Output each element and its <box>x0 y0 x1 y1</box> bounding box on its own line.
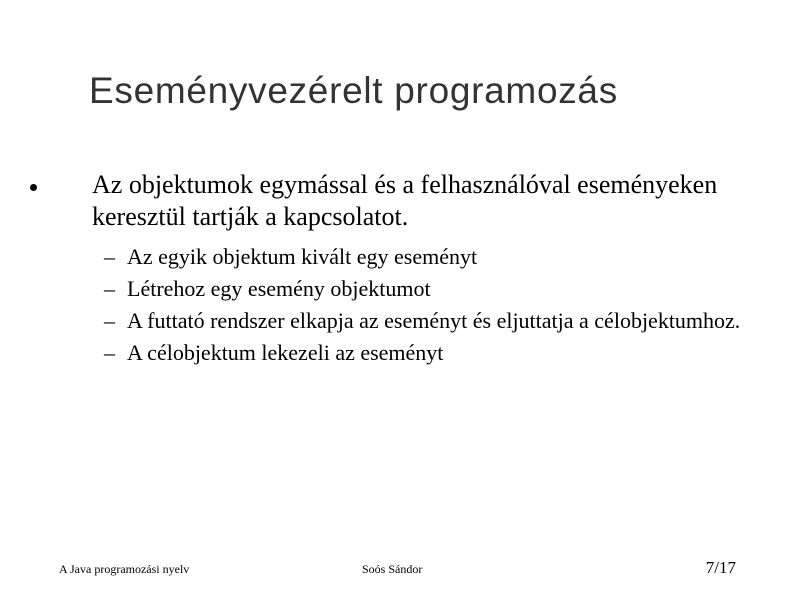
sub-bullet-text: A futtató rendszer elkapja az eseményt és eljuttatja a célobjektumhoz. <box>127 308 741 333</box>
dash-icon: – <box>104 276 115 301</box>
bullet-dot-icon <box>30 184 37 191</box>
dash-icon: – <box>104 244 115 269</box>
dash-icon: – <box>104 308 115 333</box>
sub-bullet-list <box>92 241 782 369</box>
sub-bullet-item <box>92 241 782 273</box>
sub-bullet-item <box>92 337 782 369</box>
dash-icon: – <box>104 340 115 365</box>
sub-bullet-item <box>92 305 782 337</box>
sub-bullet-item <box>92 273 782 305</box>
footer-author: Soós Sándor <box>362 562 423 576</box>
sub-bullet-text: Az egyik objektum kivált egy eseményt <box>127 244 478 269</box>
footer-course-title: A Java programozási nyelv <box>59 562 190 576</box>
slide-title: Eseményvezérelt programozás <box>89 70 618 111</box>
sub-bullet-text: Létrehoz egy esemény objektumot <box>127 276 431 301</box>
footer-page-number: 7/17 <box>705 558 736 577</box>
sub-bullet-text: A célobjektum lekezeli az eseményt <box>127 340 444 365</box>
main-bullet-text: Az objektumok egymással és a felhasználóval eseményeken keresztül tartják a kapcsolatot. <box>92 170 718 231</box>
